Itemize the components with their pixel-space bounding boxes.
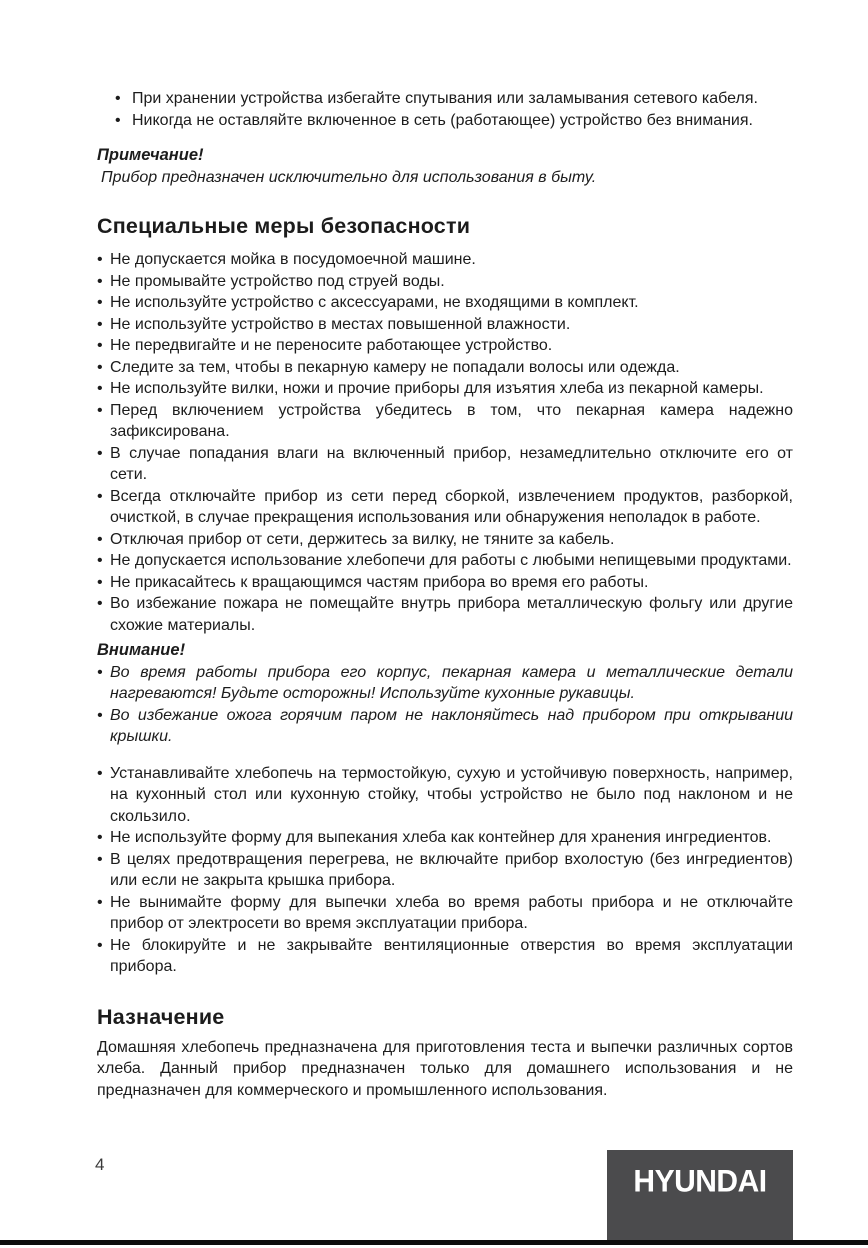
safety-bullet-list: [97, 249, 793, 636]
list-item: • Во время работы прибора его корпус, пекарная камера и металлические детали нагреваются! Будьте осторожны! Используйте кухонные рукавицы.: [97, 662, 793, 705]
list-item: • Не допускается использование хлебопечи для работы с любыми непищевыми продуктами.: [97, 550, 793, 572]
warning-bullet-list: [97, 662, 793, 748]
list-item: • Не промывайте устройство под струей воды.: [97, 271, 793, 293]
section-title-purpose: Назначение: [97, 1004, 225, 1029]
list-item: • Устанавливайте хлебопечь на термостойкую, сухую и устойчивую поверхность, например, на кухонный стол или кухонную стойку, чтобы устройство не было под наклоном и не скользило.: [97, 763, 793, 828]
note-body: Прибор предназначен исключительно для использования в быту.: [101, 168, 597, 186]
list-item: • В случае попадания влаги на включенный прибор, незамедлительно отключите его от сети.: [97, 443, 793, 486]
list-item: • Отключая прибор от сети, держитесь за вилку, не тяните за кабель.: [97, 529, 793, 551]
list-item: • Во избежание пожара не помещайте внутрь прибора металлическую фольгу или другие схожие материалы.: [97, 593, 793, 636]
list-item: • Во избежание ожога горячим паром не наклоняйтесь над прибором при открывании крышки.: [97, 705, 793, 748]
list-item: • Не используйте вилки, ножи и прочие приборы для изъятия хлеба из пекарной камеры.: [97, 378, 793, 400]
note-block: [97, 145, 793, 188]
list-item: • Следите за тем, чтобы в пекарную камеру не попадали волосы или одежда.: [97, 357, 793, 379]
intro-bullet-list: [115, 88, 793, 131]
page-bottom-edge: [0, 1240, 868, 1245]
list-item: • Не блокируйте и не закрывайте вентиляционные отверстия во время эксплуатации прибора.: [97, 935, 793, 978]
list-item: • Никогда не оставляйте включенное в сеть (работающее) устройство без внимания.: [115, 110, 793, 132]
page-number: 4: [95, 1155, 105, 1174]
hyundai-logo-text: HYUNDAI: [633, 1164, 767, 1199]
list-item: • Не вынимайте форму для выпечки хлеба во время работы прибора и не отключайте прибор от электросети во время эксплуатации прибора.: [97, 892, 793, 935]
note-title: Примечание!: [97, 146, 204, 164]
list-item: • Не используйте форму для выпекания хлеба как контейнер для хранения ингредиентов.: [97, 827, 793, 849]
list-item: • Не используйте устройство в местах повышенной влажности.: [97, 314, 793, 336]
list-item: • При хранении устройства избегайте спутывания или заламывания сетевого кабеля.: [115, 88, 793, 110]
section-title-safety: Специальные меры безопасности: [97, 214, 471, 238]
warning-block: [97, 640, 793, 748]
hyundai-logo: [607, 1150, 793, 1241]
placement-bullet-list: [97, 763, 793, 978]
list-item: • Не передвигайте и не переносите работающее устройство.: [97, 335, 793, 357]
list-item: • В целях предотвращения перегрева, не включайте прибор вхолостую (без ингредиентов) или если не закрыта крышка прибора.: [97, 849, 793, 892]
purpose-paragraph: Домашняя хлебопечь предназначена для приготовления теста и выпечки различных сортов хлеба. Данный прибор предназначен только для домашнего использования и не предназначен для коммерческого и промышленного использования.: [97, 1038, 793, 1099]
list-item: • Не прикасайтесь к вращающимся частям прибора во время его работы.: [97, 572, 793, 594]
list-item: • Перед включением устройства убедитесь в том, что пекарная камера надежно зафиксирована.: [97, 400, 793, 443]
list-item: • Всегда отключайте прибор из сети перед сборкой, извлечением продуктов, разборкой, очисткой, в случае прекращения использования или обнаружения неполадок в работе.: [97, 486, 793, 529]
list-item: • Не допускается мойка в посудомоечной машине.: [97, 249, 793, 271]
warning-title: Внимание!: [97, 641, 186, 659]
page-content: [97, 88, 793, 1101]
list-item: • Не используйте устройство с аксессуарами, не входящими в комплект.: [97, 292, 793, 314]
